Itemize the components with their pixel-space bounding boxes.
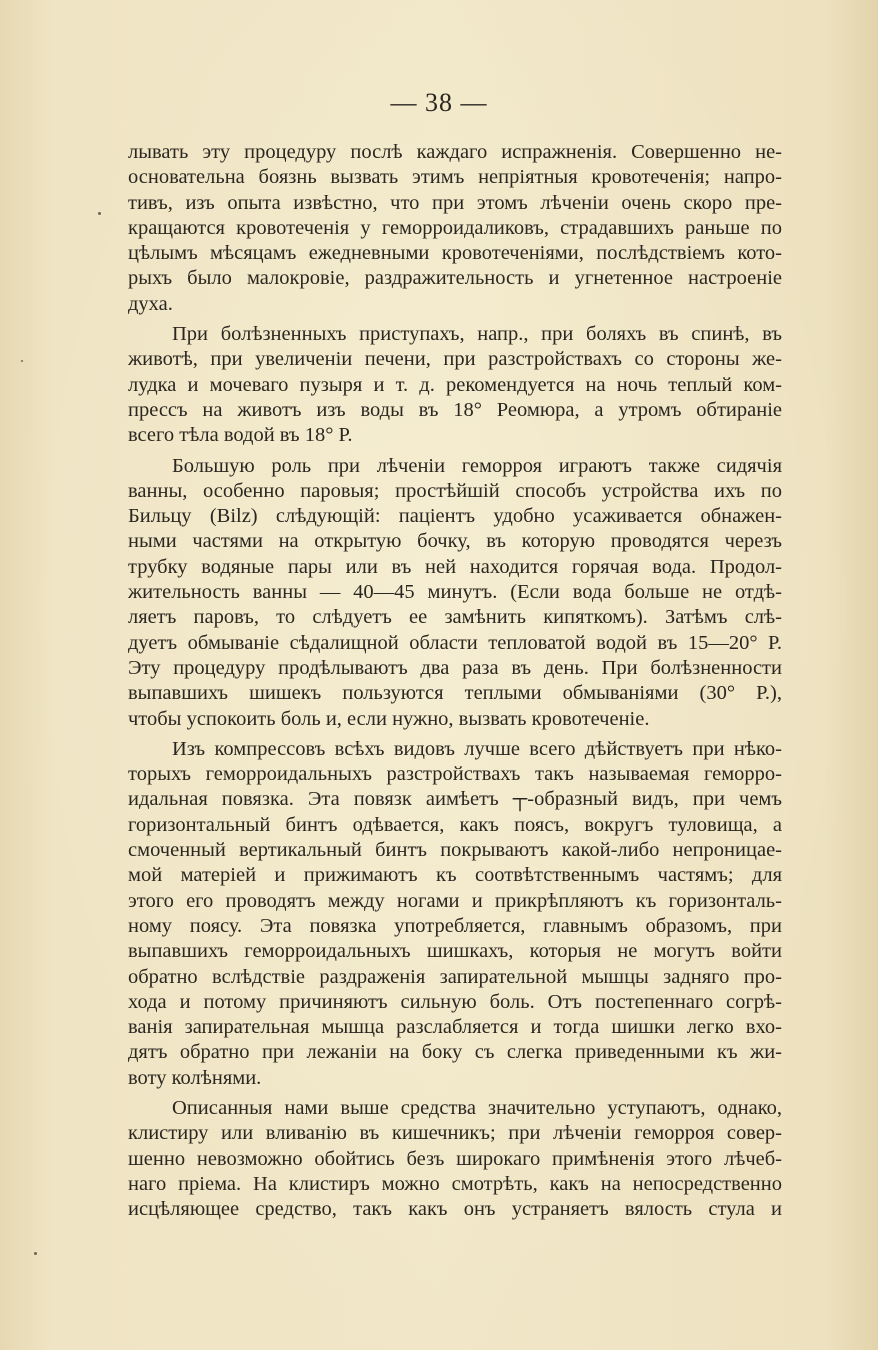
text-line: дуетъ обмываніе сѣдалищной области тепловатой водой въ 15—20° Р. bbox=[128, 631, 782, 654]
text-line: При болѣзненныхъ приступахъ, напр., при боляхъ въ спинѣ, въ bbox=[172, 323, 782, 346]
text-line: воту колѣнями. bbox=[128, 1066, 262, 1089]
paragraph bbox=[128, 140, 782, 317]
text-line: жительность ванны — 40—45 минутъ. (Если вода больше не отдѣ- bbox=[128, 581, 782, 604]
text-line: торыхъ геморроидальныхъ разстройствахъ такъ называемая геморро- bbox=[128, 763, 782, 786]
text-line: ванны, особенно паровыя; простѣйшій способъ устройства ихъ по bbox=[128, 479, 782, 502]
text-line: хода и потому причиняютъ сильную боль. Отъ постепеннаго согрѣ- bbox=[128, 990, 782, 1013]
text-line: шенно невозможно обойтись безъ широкаго примѣненія этого лѣчеб- bbox=[128, 1147, 782, 1170]
text-line: животѣ, при увеличеніи печени, при разстройствахъ со стороны же- bbox=[128, 348, 782, 371]
text-line: клистиру или вливанію въ кишечникъ; при лѣченіи геморроя совер- bbox=[128, 1122, 782, 1145]
text-line: цѣлымъ мѣсяцамъ ежедневными кровотеченіями, послѣдствіемъ кото- bbox=[128, 242, 782, 265]
text-line: выпавшихъ геморроидальныхъ шишкахъ, которыя не могутъ войти bbox=[128, 940, 782, 963]
text-line: исцѣляющее средство, такъ какъ онъ устраняетъ вялость стула и bbox=[128, 1198, 782, 1221]
text-line: Бильцу (Bilz) слѣдующій: паціентъ удобно усаживается обнажен- bbox=[128, 505, 782, 528]
text-line: наго пріема. На клистиръ можно смотрѣть, какъ на непосредственно bbox=[128, 1172, 782, 1195]
text-line: выпавшихъ шишекъ пользуются теплыми обмываніями (30° Р.), bbox=[128, 682, 782, 705]
text-line: ляетъ паровъ, то слѣдуетъ ее замѣнить кипяткомъ). Затѣмъ слѣ- bbox=[128, 606, 782, 629]
body-text bbox=[128, 140, 782, 1222]
text-line: прессъ на животъ изъ воды въ 18° Реомюра, а утромъ обтираніе bbox=[128, 398, 782, 421]
text-line: основательна боязнь вызвать этимъ непріятныя кровотеченія; напро- bbox=[128, 166, 782, 189]
text-line: дятъ обратно при лежаніи на боку съ слегка приведенными къ жи- bbox=[128, 1041, 782, 1064]
text-line: этого его проводятъ между ногами и прикрѣпляютъ къ горизонталь- bbox=[128, 889, 782, 912]
scan-speck bbox=[21, 360, 23, 362]
page-number: — 38 — bbox=[390, 88, 488, 117]
text-line: мой матеріей и прижимаютъ къ соотвѣтственнымъ частямъ; для bbox=[128, 864, 782, 887]
text-line: духа. bbox=[128, 292, 173, 315]
text-line: лывать эту процедуру послѣ каждаго испражненія. Совершенно не- bbox=[128, 141, 782, 163]
text-line: чтобы успокоить боль и, если нужно, вызвать кровотеченіе. bbox=[128, 707, 650, 730]
scan-speck bbox=[34, 1252, 37, 1255]
text-line: рыхъ было малокровіе, раздражительность и угнетенное настроеніе bbox=[128, 267, 782, 290]
text-line: ными частями на открытую бочку, въ которую проводятся черезъ bbox=[128, 530, 782, 553]
text-line: обратно вслѣдствіе раздраженія запирательной мышцы задняго про- bbox=[128, 965, 782, 988]
text-line: Эту процедуру продѣлываютъ два раза въ день. При болѣзненности bbox=[128, 656, 782, 679]
text-line: Изъ компрессовъ всѣхъ видовъ лучше всего дѣйствуетъ при нѣко- bbox=[172, 737, 782, 760]
scan-speck bbox=[98, 212, 101, 215]
paragraph bbox=[128, 454, 782, 732]
text-line: тивъ, изъ опыта извѣстно, что при этомъ лѣченіи очень скоро пре- bbox=[128, 191, 782, 214]
paragraph bbox=[128, 737, 782, 1091]
text-line: всего тѣла водой въ 18° Р. bbox=[128, 424, 353, 447]
text-line: кращаются кровотеченія у геморроидаликовъ, страдавшихъ раньше по bbox=[128, 216, 782, 239]
text-line: ному поясу. Эта повязка употребляется, главнымъ образомъ, при bbox=[128, 914, 782, 937]
text-line: идальная повязка. Эта повязк аимѣетъ ┬-образный видъ, при чемъ bbox=[128, 788, 782, 811]
paragraph bbox=[128, 322, 782, 448]
text-line: Большую роль при лѣченіи геморроя играютъ также сидячія bbox=[172, 454, 782, 477]
text-line: трубку водяные пары или въ ней находится горячая вода. Продол- bbox=[128, 555, 782, 578]
paragraph bbox=[128, 1096, 782, 1222]
text-line: Описанныя нами выше средства значительно уступаютъ, однако, bbox=[172, 1096, 782, 1119]
text-line: горизонтальный бинтъ одѣвается, какъ поясъ, вокругъ туловища, а bbox=[128, 813, 782, 836]
text-line: ванія запирательная мышца разслабляется и тогда шишки легко вхо- bbox=[128, 1016, 782, 1039]
text-line: лудка и мочеваго пузыря и т. д. рекомендуется на ночь теплый ком- bbox=[128, 373, 782, 396]
text-line: смоченный вертикальный бинтъ покрываютъ какой-либо непроницае- bbox=[128, 839, 782, 862]
